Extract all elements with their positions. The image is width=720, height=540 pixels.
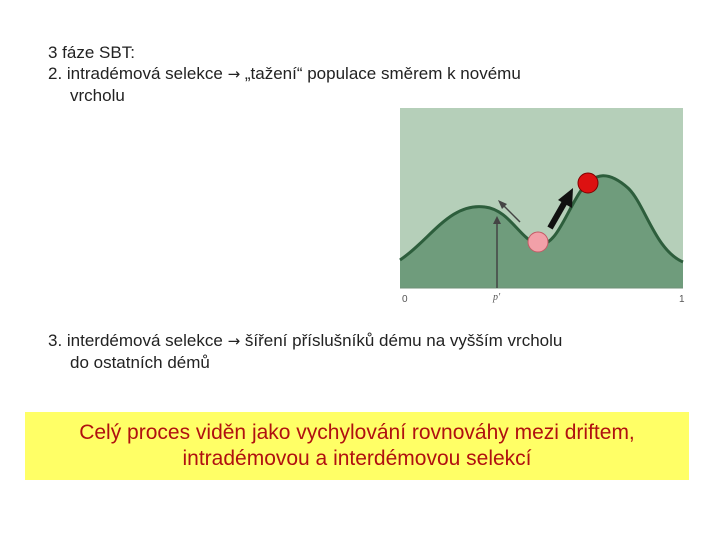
axis-label-start: 0 — [402, 294, 408, 305]
phase-heading: 3 fáze SBT: — [48, 43, 135, 62]
phase2-line1 — [48, 63, 521, 85]
phase3-description: šíření příslušníků dému na vyšším vrcholu — [244, 331, 563, 350]
right-arrow-icon: → — [227, 332, 241, 350]
phase3-line2: do ostatních démů — [70, 353, 210, 372]
high-peak-population-dot — [578, 173, 598, 193]
phase2-description: „tažení“ populace směrem k novému — [244, 64, 521, 83]
phase2-prefix: 2. intradémová selekce — [48, 64, 223, 83]
phase2-line2: vrcholu — [70, 86, 125, 105]
callout-line1: Celý proces viděn jako vychylování rovnováhy mezi driftem, — [79, 421, 635, 444]
summary-callout — [25, 412, 689, 480]
axis-label-p-prime: p' — [493, 292, 501, 303]
phase3-line1 — [48, 330, 562, 352]
phase3-prefix: 3. interdémová selekce — [48, 331, 223, 350]
adaptive-landscape-figure — [390, 100, 690, 310]
phase3-text — [48, 330, 562, 373]
right-arrow-icon: → — [227, 65, 241, 83]
low-peak-population-dot — [528, 232, 548, 252]
callout-line2: intradémovou a interdémovou selekcí — [182, 447, 532, 470]
axis-label-end: 1 — [679, 294, 685, 305]
